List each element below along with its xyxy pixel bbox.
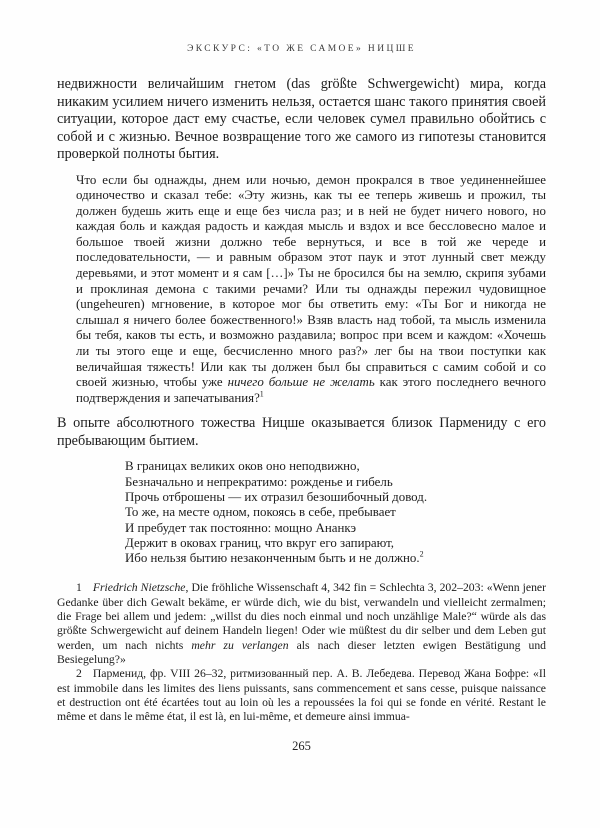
poem-line-text: Ибо нельзя бытию незаконченным быть и не должно.: [125, 551, 420, 566]
footnote-2-number: 2: [76, 667, 82, 681]
footnote-1: [57, 581, 546, 667]
running-head: ЭКСКУРС: «ТО ЖЕ САМОЕ» НИЦШЕ: [187, 44, 416, 54]
page-number: 265: [292, 739, 311, 754]
footnotes-section: [57, 581, 546, 724]
body-paragraph-2: В опыте абсолютного тожества Ницше оказывается близок Пармениду с его пребывающим бытием.: [57, 415, 546, 449]
footnote-1-author: Friedrich Nietzsche: [92, 581, 186, 595]
poem-line: Прочь отброшены — их отразил безошибочный довод.: [125, 490, 428, 504]
poem-line: То же, на месте одном, покоясь в себе, пребывает: [125, 505, 396, 520]
block-quote: [76, 173, 546, 407]
body-paragraph-1: недвижности величайшим гнетом (das größte Schwergewicht) мира, когда никаким усилием ничего изменить нельзя, остается шанс такого принятия своей ситуации, которое даст ему счастье, если человек сумел правильно обойтись с собой и с жизнью. Вечное возвращение того же самого из гипотезы становится проверкой полноты бытия.: [57, 76, 546, 162]
quote-text-end: как этого последнего вечного подтверждения и запечатывания?: [76, 375, 546, 405]
poem-line: В границах великих оков оно неподвижно,: [125, 459, 360, 474]
quote-emphasis: ничего больше не желать: [227, 375, 375, 390]
poem-line: [125, 551, 546, 566]
footnote-ref-2: 2: [419, 549, 424, 559]
poem-line: Безначально и непрекратимо: рожденье и гибель: [125, 474, 393, 489]
quote-text: Что если бы однажды, днем или ночью, демон прокрался в твое уединеннейшее одиночество и сказал тебе: «Эту жизнь, как ты ее теперь живешь и прожил, ты должен будешь жить еще и еще без числа раз; и в ней не будет ничего нового, но каждая боль и каждая радость и каждая мысль и вздох и все бессловесно малое и большое твоей жизни должно тебе вернуться, и все в той же череде и последовательности, — и равным образом этот паук и этот лунный свет между деревьями, и этот момент и я сам […]» Ты не бросился бы на землю, скрипя зубами и проклиная демона с такими речами? Или ты однажды пережил чудовищное (ungeheuren) мгновение, в которое мог бы ответить ему: «Ты Бог и никогда не слышал я ничего более божественного!» Взяв власть над тобой, та мысль изменила бы тебя, каков ты есть, и возможно раздавила; вопрос при всем и каждом: «Хочешь ли ты этого еще и еще, бесчисленно много раз?» лег бы на твои поступки как величайшая тяжесть! Или как ты должен был бы справиться с самим собой и со своей жизнью, чтобы уже: [76, 172, 546, 390]
footnote-1-text-end: als nach dieser letzten ewigen Bestätigung und Besiegelung?»: [57, 638, 547, 666]
footnote-2-text: Парменид, фр. VIII 26–32, ритмизованный пер. А. В. Лебедева. Перевод Жана Бофре: «Il est immobile dans les limites des liens puissants, sans commencement et sans cesse, puisque naissance et destruction ont été écartées tout au loin où les a repoussées la foi qui se fonde en vérité. Restant le même et dans le même état, il est là, en lui-même, et demeure ainsi immua-: [57, 667, 546, 724]
poem-line: Держит в оковах границ, что вкруг его запирают,: [125, 535, 394, 550]
footnote-1-emphasis: mehr zu verlangen: [191, 638, 289, 652]
poem-line: И пребудет так постоянно: мощно Ананкэ: [125, 520, 357, 535]
footnote-1-number: 1: [76, 581, 82, 595]
footnote-ref-1: 1: [259, 389, 264, 399]
poem-quote: [125, 459, 546, 566]
footnote-1-text: , Die fröhliche Wissenschaft 4, 342 fin = Schlechta 3, 202–203: «Wenn jener Gedanke über dich Gewalt bekäme, er würde dich, wie du bist, verwandeln und vielleicht zermalmen; die Frage bei allem und jedem: „willst du dies noch einmal und noch unzählige Male?“ würde als das größte Schwergewicht auf deinem Handeln liegen! Oder wie müßtest du dir selber und dem Leben gut werden, um nach nichts: [57, 581, 546, 652]
footnote-2: [57, 667, 546, 724]
